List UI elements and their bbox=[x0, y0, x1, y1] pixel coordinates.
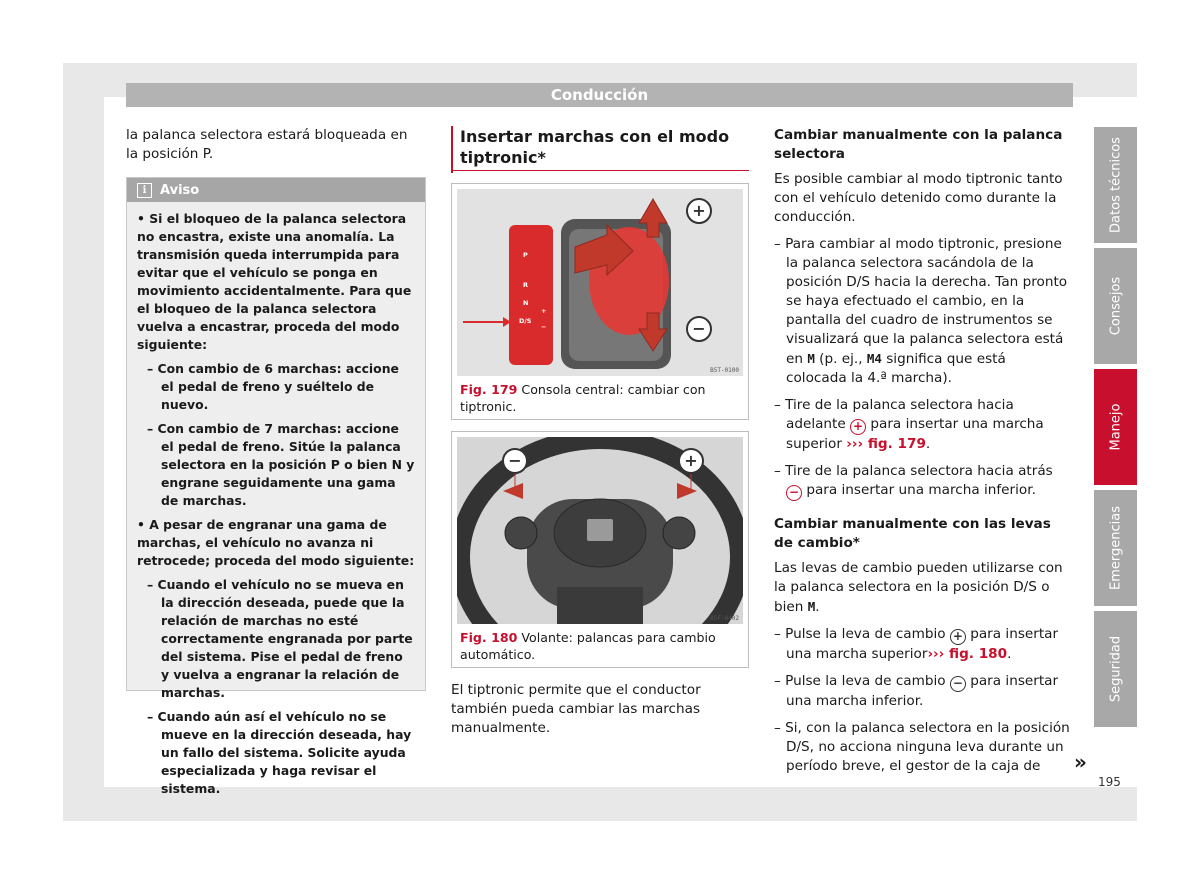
steering-wheel-illustration bbox=[457, 437, 743, 624]
figure-caption bbox=[452, 381, 748, 419]
gate-label: D/S bbox=[519, 317, 532, 325]
minus-circle-icon: − bbox=[786, 485, 802, 501]
text: – Tire de la palanca selectora hacia atrás bbox=[774, 463, 1053, 479]
tab-manejo[interactable] bbox=[1094, 369, 1137, 485]
figure-180-image bbox=[457, 437, 743, 624]
figure-number: Fig. 179 bbox=[460, 382, 518, 397]
figure-179 bbox=[451, 183, 749, 420]
figure-code: B5F-0402 bbox=[710, 615, 739, 622]
figure-reference-link[interactable]: ››› fig. 180 bbox=[927, 646, 1008, 662]
plus-circle-icon: + bbox=[850, 419, 866, 435]
figure-number: Fig. 180 bbox=[460, 630, 518, 645]
figure-reference-link[interactable]: ››› fig. 179 bbox=[846, 436, 926, 452]
intro-paragraph: la palanca selectora estará bloqueada en la posición P. bbox=[126, 127, 408, 162]
instruction-item bbox=[774, 672, 1070, 711]
figure-caption-text: Consola central: cambiar con tiptronic. bbox=[460, 382, 706, 414]
tab-emergencias[interactable] bbox=[1094, 490, 1137, 606]
instruction-item: – Si, con la palanca selectora en la posición D/S, no acciona ninguna leva durante un período breve, el gestor de la caja de bbox=[774, 720, 1070, 774]
gate-label: − bbox=[541, 323, 547, 331]
paragraph: Es posible cambiar al modo tiptronic tanto con el vehículo detenido como durante la conducción. bbox=[774, 171, 1063, 225]
right-column bbox=[774, 126, 1070, 784]
text: para insertar una marcha superior bbox=[786, 626, 1059, 662]
figure-180 bbox=[451, 431, 749, 668]
text: para insertar una marcha superior bbox=[786, 416, 1044, 452]
figure-caption bbox=[452, 629, 748, 667]
text: . bbox=[925, 436, 931, 452]
fig179-plus-label: + bbox=[692, 201, 706, 220]
intro-text bbox=[126, 126, 416, 164]
gate-label: N bbox=[523, 299, 529, 307]
plus-circle-icon: + bbox=[950, 629, 966, 645]
tab-label: Seguridad bbox=[1108, 635, 1123, 703]
subheading: Cambiar manualmente con las levas de cambio* bbox=[774, 516, 1051, 551]
text: . bbox=[815, 599, 820, 615]
notice-body bbox=[127, 202, 425, 798]
gate-label: P bbox=[523, 251, 528, 259]
gate-label: + bbox=[541, 307, 547, 315]
text: para insertar una marcha inferior. bbox=[786, 673, 1059, 709]
notice-title: Aviso bbox=[160, 182, 200, 198]
instruction-item bbox=[774, 396, 1070, 454]
tab-label: Manejo bbox=[1108, 403, 1123, 451]
text: (p. ej., bbox=[814, 351, 867, 367]
text: – Para cambiar al modo tiptronic, presione la palanca selectora sacándola de la posición D/S hacia la derecha. Tan pronto se haya efectuado el cambio, en la pantalla del cuadro de instrumentos se visualizará que la palanca selectora está en bbox=[774, 236, 1068, 367]
instruction-item bbox=[774, 462, 1070, 501]
tiptronic-paragraph: El tiptronic permite que el conductor también pueda cambiar las marchas manualmente. bbox=[451, 682, 701, 736]
subheading: Cambiar manualmente con la palanca selectora bbox=[774, 127, 1063, 162]
text: Las levas de cambio pueden utilizarse con la palanca selectora en la posición D/S o bien bbox=[774, 560, 1063, 615]
instruction-item bbox=[774, 625, 1070, 664]
display-code: M bbox=[807, 599, 816, 614]
gear-console-illustration bbox=[457, 189, 743, 376]
page-number: 195 bbox=[1098, 775, 1121, 789]
figure-caption-text: Volante: palancas para cambio automático. bbox=[460, 630, 716, 662]
text: para insertar una marcha inferior. bbox=[802, 482, 1036, 498]
tab-label: Consejos bbox=[1108, 276, 1123, 336]
info-icon: i bbox=[137, 183, 152, 198]
notice-subitem: – Cuando aún así el vehículo no se mueve en la dirección deseada, hay un fallo del sistema. Solicite ayuda especializada y haga revisar el sistema. bbox=[147, 709, 412, 796]
instruction-item bbox=[774, 235, 1070, 388]
chapter-header: Conducción bbox=[126, 83, 1073, 107]
fig180-plus-label: + bbox=[684, 451, 698, 470]
paragraph bbox=[774, 559, 1070, 617]
section-title: Insertar marchas con el modo tiptronic* bbox=[451, 126, 749, 173]
display-code: M4 bbox=[866, 351, 882, 366]
tab-datos-tecnicos[interactable] bbox=[1094, 127, 1137, 243]
fig179-minus-label: − bbox=[692, 319, 706, 338]
minus-circle-icon: − bbox=[950, 676, 966, 692]
text: . bbox=[1007, 646, 1012, 662]
tab-label: Datos técnicos bbox=[1108, 137, 1123, 233]
text: significa que está colocada la 4.ª marcha). bbox=[786, 351, 1006, 386]
display-code: M bbox=[807, 351, 815, 366]
notice-box bbox=[126, 177, 426, 796]
notice-paragraph: • A pesar de engranar una gama de marchas, el vehículo no avanza ni retrocede; proceda del modo siguiente: bbox=[137, 517, 415, 568]
notice-subitem: – Con cambio de 7 marchas: accione el pedal de freno. Sitúe la palanca selectora en la posición P o bien N y engrane seguidamente una gama de marchas. bbox=[147, 421, 415, 508]
tab-label: Emergencias bbox=[1108, 506, 1123, 590]
fig180-minus-label: − bbox=[508, 451, 522, 470]
section-rule bbox=[451, 170, 749, 171]
tab-seguridad[interactable] bbox=[1094, 611, 1137, 727]
text: – Tire de la palanca selectora hacia adelante bbox=[774, 397, 1014, 432]
notice-paragraph: • Si el bloqueo de la palanca selectora no encastra, existe una anomalía. La transmisión queda interrumpida para evitar que el vehículo se ponga en movimiento accidentalmente. Para que el bloqueo de la palanca selectora vuelva a encastrar, proceda del modo siguiente: bbox=[137, 211, 412, 352]
gate-label: R bbox=[523, 281, 529, 289]
text: – Pulse la leva de cambio bbox=[774, 626, 950, 642]
figure-179-image bbox=[457, 189, 743, 376]
notice-subitem: – Con cambio de 6 marchas: accione el pedal de freno y suéltelo de nuevo. bbox=[147, 361, 399, 412]
figure-code: B5T-0100 bbox=[710, 367, 739, 374]
continue-arrow-icon: » bbox=[1074, 750, 1087, 774]
tiptronic-intro bbox=[451, 681, 751, 738]
tab-consejos[interactable] bbox=[1094, 248, 1137, 364]
notice-subitem: – Cuando el vehículo no se mueva en la dirección deseada, puede que la relación de marchas no esté correctamente engranada por parte del sistema. Pise el pedal de freno y vuelva a engranar la relación de marchas. bbox=[147, 577, 413, 700]
notice-header bbox=[127, 178, 425, 202]
text: – Pulse la leva de cambio bbox=[774, 673, 950, 689]
